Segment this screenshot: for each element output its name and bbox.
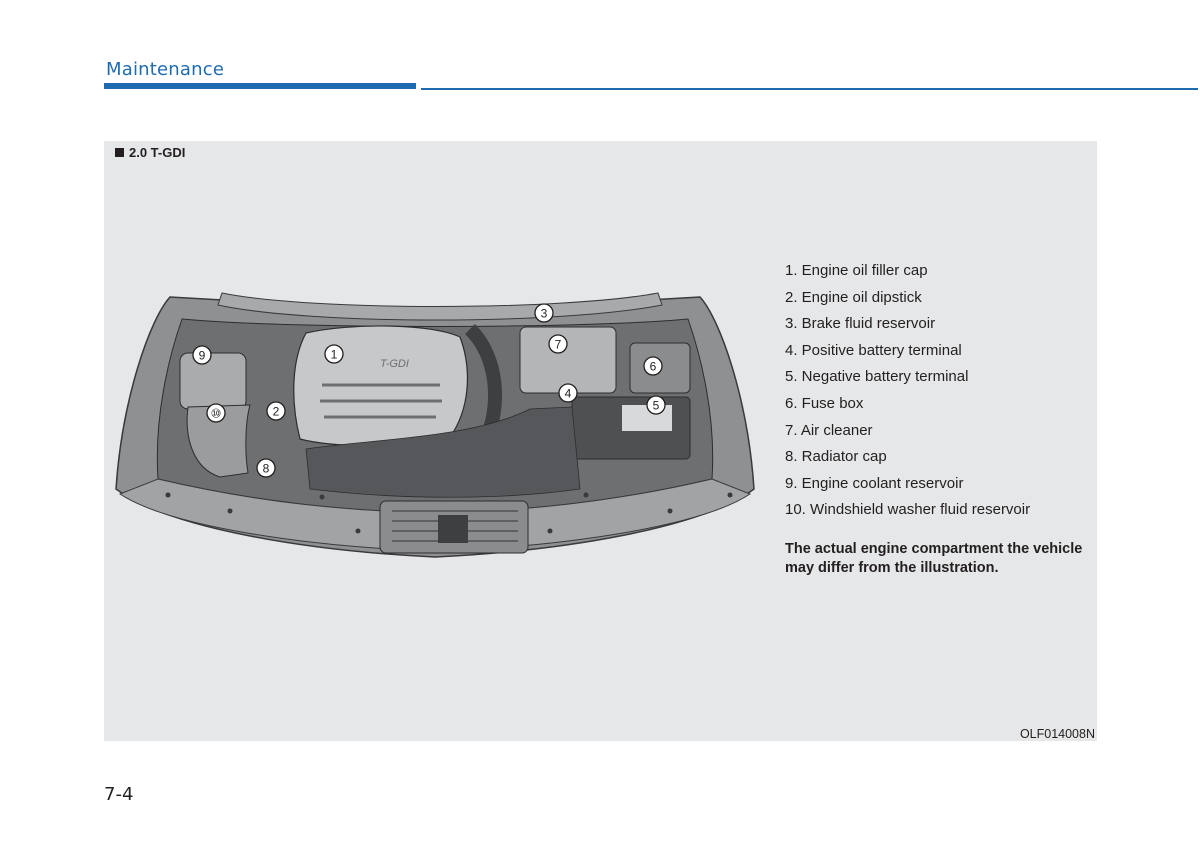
svg-text:8: 8 bbox=[262, 461, 270, 476]
callout-8 bbox=[257, 459, 275, 477]
legend-item: 4. Positive battery terminal bbox=[785, 341, 962, 359]
svg-text:5: 5 bbox=[652, 398, 660, 413]
svg-text:9: 9 bbox=[198, 348, 206, 363]
svg-text:6: 6 bbox=[649, 359, 657, 374]
header-title: Maintenance bbox=[106, 59, 225, 80]
disclaimer-note: The actual engine compartment the vehicle may differ from the illustration. bbox=[785, 541, 1083, 576]
legend-item: 2. Engine oil dipstick bbox=[785, 288, 922, 306]
svg-text:7: 7 bbox=[554, 337, 562, 352]
hood-latch bbox=[438, 515, 468, 543]
header-rule-thick bbox=[104, 83, 416, 89]
svg-text:2: 2 bbox=[272, 404, 280, 419]
coolant-reservoir-shape bbox=[180, 353, 246, 409]
callout-4 bbox=[559, 384, 577, 402]
callout-7 bbox=[549, 335, 567, 353]
svg-text:⑩: ⑩ bbox=[210, 406, 222, 421]
callout-1 bbox=[325, 345, 343, 363]
callout-10 bbox=[207, 404, 225, 422]
legend-item: 6. Fuse box bbox=[785, 394, 864, 412]
black-square-icon bbox=[115, 148, 124, 157]
legend-list bbox=[785, 261, 1030, 527]
legend-item: 8. Radiator cap bbox=[785, 448, 887, 466]
header-rule-thin bbox=[421, 88, 1198, 90]
callout-9 bbox=[193, 346, 211, 364]
legend-item: 9. Engine coolant reservoir bbox=[785, 474, 964, 492]
callout-6 bbox=[644, 357, 662, 375]
callout-5 bbox=[647, 396, 665, 414]
legend-item: 3. Brake fluid reservoir bbox=[785, 315, 936, 333]
svg-text:3: 3 bbox=[540, 306, 548, 321]
section-label-text: 2.0 T-GDI bbox=[129, 145, 186, 160]
engine-compartment-illustration bbox=[110, 289, 760, 581]
svg-text:4: 4 bbox=[564, 386, 572, 401]
section-label bbox=[115, 145, 185, 160]
legend-item: 5. Negative battery terminal bbox=[785, 368, 969, 386]
legend-item: 7. Air cleaner bbox=[785, 421, 873, 439]
legend-item: 1. Engine oil filler cap bbox=[785, 262, 928, 279]
air-cleaner-box bbox=[520, 327, 616, 393]
figure-code: OLF014008N bbox=[1019, 727, 1095, 741]
legend-item: 10. Windshield washer fluid reservoir bbox=[785, 501, 1031, 519]
illustration-panel bbox=[104, 141, 1097, 741]
engine-cover-logo: T-GDI bbox=[380, 358, 409, 370]
svg-text:1: 1 bbox=[330, 347, 338, 362]
callout-3 bbox=[535, 304, 553, 322]
callout-2 bbox=[267, 402, 285, 420]
page-number: 7-4 bbox=[104, 784, 134, 805]
